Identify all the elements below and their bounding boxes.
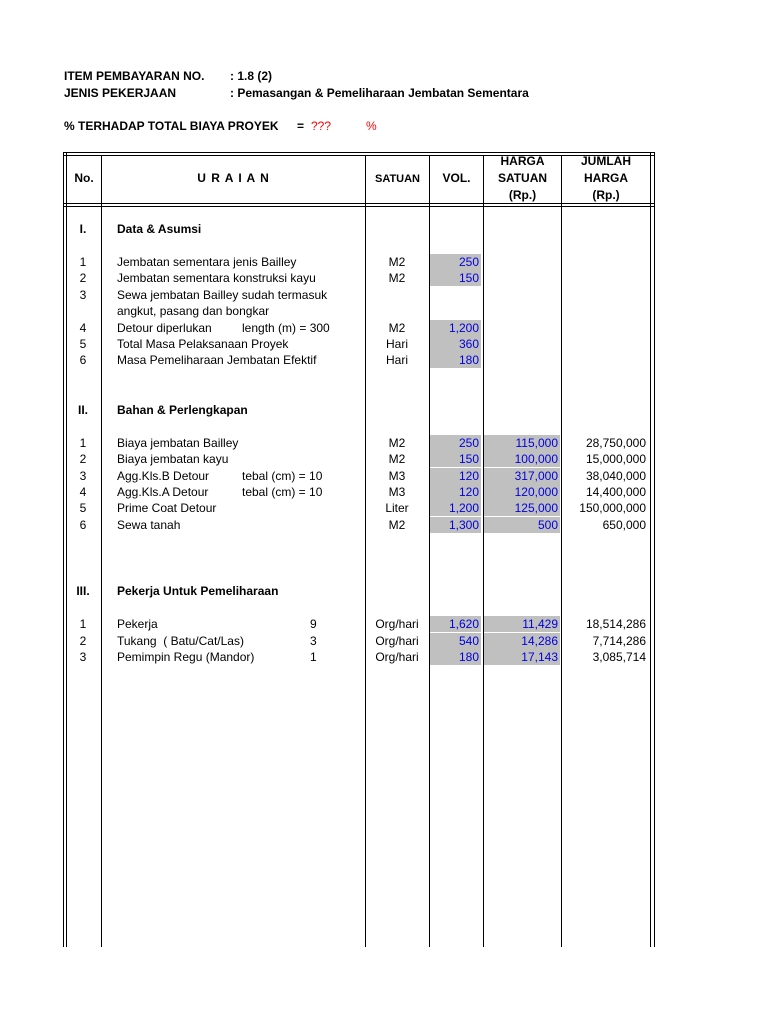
row-number: 6 [79,353,87,367]
jenis-value: : Pemasangan & Pemeliharaan Jembatan Sementara [230,86,529,100]
row-satuan: M3 [388,485,406,499]
row-description: Sewa jembatan Bailley sudah termasuk [117,288,328,302]
row-number: 2 [79,452,87,466]
row-jumlah-harga: 18,514,286 [585,617,646,631]
row-number: 1 [79,617,87,631]
jumlah-line2: HARGA [584,171,628,185]
row-description: Biaya jembatan Bailley [117,436,239,450]
col-no-header: No. [74,171,94,185]
col-vol-header: VOL. [442,171,471,185]
row-number: 3 [79,288,87,302]
row-number: 6 [79,518,87,532]
section-number: I. [79,222,87,236]
harga-line1: HARGA [500,154,545,168]
row-harga-satuan: 17,143 [484,649,560,665]
row-volume: 250 [430,435,481,451]
row-satuan: M2 [388,436,406,450]
row-volume: 150 [430,270,481,286]
row-number: 1 [79,255,87,269]
row-jumlah-harga: 7,714,286 [592,634,646,648]
row-satuan: M2 [388,518,406,532]
row-number: 4 [79,321,87,335]
col-satuan-header: SATUAN [374,173,420,185]
row-description: Biaya jembatan kayu [117,452,229,466]
row-description: Detour diperlukan [117,321,212,335]
jumlah-line3: (Rp.) [592,188,620,202]
row-extra: tebal (cm) = 10 [242,469,323,483]
row-description: Tukang ( Batu/Cat/Las) [117,634,244,648]
row-harga-satuan: 115,000 [484,435,560,451]
row-volume: 1,200 [430,500,481,516]
row-description: Pemimpin Regu (Mandor) [117,650,255,664]
persen-eq: = [297,119,305,133]
row-number: 5 [79,501,87,515]
row-volume: 180 [430,649,481,665]
persen-label: % TERHADAP TOTAL BIAYA PROYEK [64,119,279,133]
row-number: 3 [79,469,87,483]
row-harga-satuan: 317,000 [484,468,560,484]
row-jumlah-harga: 15,000,000 [585,452,646,466]
row-number: 2 [79,634,87,648]
row-satuan: Hari [385,353,408,367]
row-description: Jembatan sementara konstruksi kayu [117,271,316,285]
row-description-continued: angkut, pasang dan bongkar [117,304,270,318]
row-worker-count: 3 [310,634,317,648]
row-jumlah-harga: 14,400,000 [585,485,646,499]
row-harga-satuan: 125,000 [484,500,560,516]
row-volume: 1,300 [430,517,481,533]
row-description: Sewa tanah [117,518,181,532]
row-jumlah-harga: 3,085,714 [592,650,646,664]
row-description: Masa Pemeliharaan Jembatan Efektif [117,353,317,367]
row-jumlah-harga: 28,750,000 [585,436,646,450]
row-harga-satuan: 500 [484,517,560,533]
row-jumlah-harga: 38,040,000 [585,469,646,483]
row-harga-satuan: 14,286 [484,633,560,649]
row-volume: 120 [430,484,481,500]
row-satuan: M2 [388,452,406,466]
row-satuan: Hari [385,337,408,351]
row-satuan: M2 [388,255,406,269]
row-description: Agg.Kls.B Detour [117,469,210,483]
row-harga-satuan: 120,000 [484,484,560,500]
row-description: Total Masa Pelaksanaan Proyek [117,337,289,351]
row-satuan: Org/hari [375,617,419,631]
row-harga-satuan: 100,000 [484,451,560,467]
row-number: 4 [79,485,87,499]
row-satuan: Liter [385,501,409,515]
row-worker-count: 9 [310,617,317,631]
harga-line3: (Rp.) [508,188,537,202]
row-volume: 1,200 [430,320,481,336]
row-description: Jembatan sementara jenis Bailley [117,255,297,269]
jumlah-line1: JUMLAH [581,154,631,168]
section-number: III. [76,584,90,598]
persen-unit: % [366,119,377,133]
row-volume: 250 [430,254,481,270]
row-satuan: M2 [388,271,406,285]
row-satuan: M2 [388,321,406,335]
item-label: ITEM PEMBAYARAN NO. [64,69,205,83]
row-volume: 540 [430,633,481,649]
row-worker-count: 1 [310,650,317,664]
row-description: Prime Coat Detour [117,501,217,515]
row-harga-satuan: 11,429 [484,616,560,632]
row-extra: tebal (cm) = 10 [242,485,323,499]
harga-line2: SATUAN [497,171,548,185]
row-volume: 360 [430,336,481,352]
row-number: 5 [79,337,87,351]
section-number: II. [77,403,88,417]
row-jumlah-harga: 150,000,000 [579,501,646,515]
row-volume: 180 [430,352,481,368]
section-title: Bahan & Perlengkapan [117,403,248,417]
row-number: 3 [79,650,87,664]
row-number: 1 [79,436,87,450]
row-satuan: M3 [388,469,406,483]
persen-value: ??? [311,119,332,133]
row-volume: 120 [430,468,481,484]
row-description: Agg.Kls.A Detour [117,485,209,499]
section-title: Pekerja Untuk Pemeliharaan [117,584,279,598]
section-title: Data & Asumsi [117,222,202,236]
row-jumlah-harga: 650,000 [602,518,646,532]
col-uraian-header: U R A I A N [197,171,270,185]
row-satuan: Org/hari [375,650,419,664]
row-number: 2 [79,271,87,285]
item-value: : 1.8 (2) [230,69,273,83]
jenis-label: JENIS PEKERJAAN [64,86,177,100]
row-extra: length (m) = 300 [242,321,330,335]
row-volume: 1,620 [430,616,481,632]
row-volume: 150 [430,451,481,467]
row-description: Pekerja [117,617,158,631]
row-satuan: Org/hari [375,634,419,648]
